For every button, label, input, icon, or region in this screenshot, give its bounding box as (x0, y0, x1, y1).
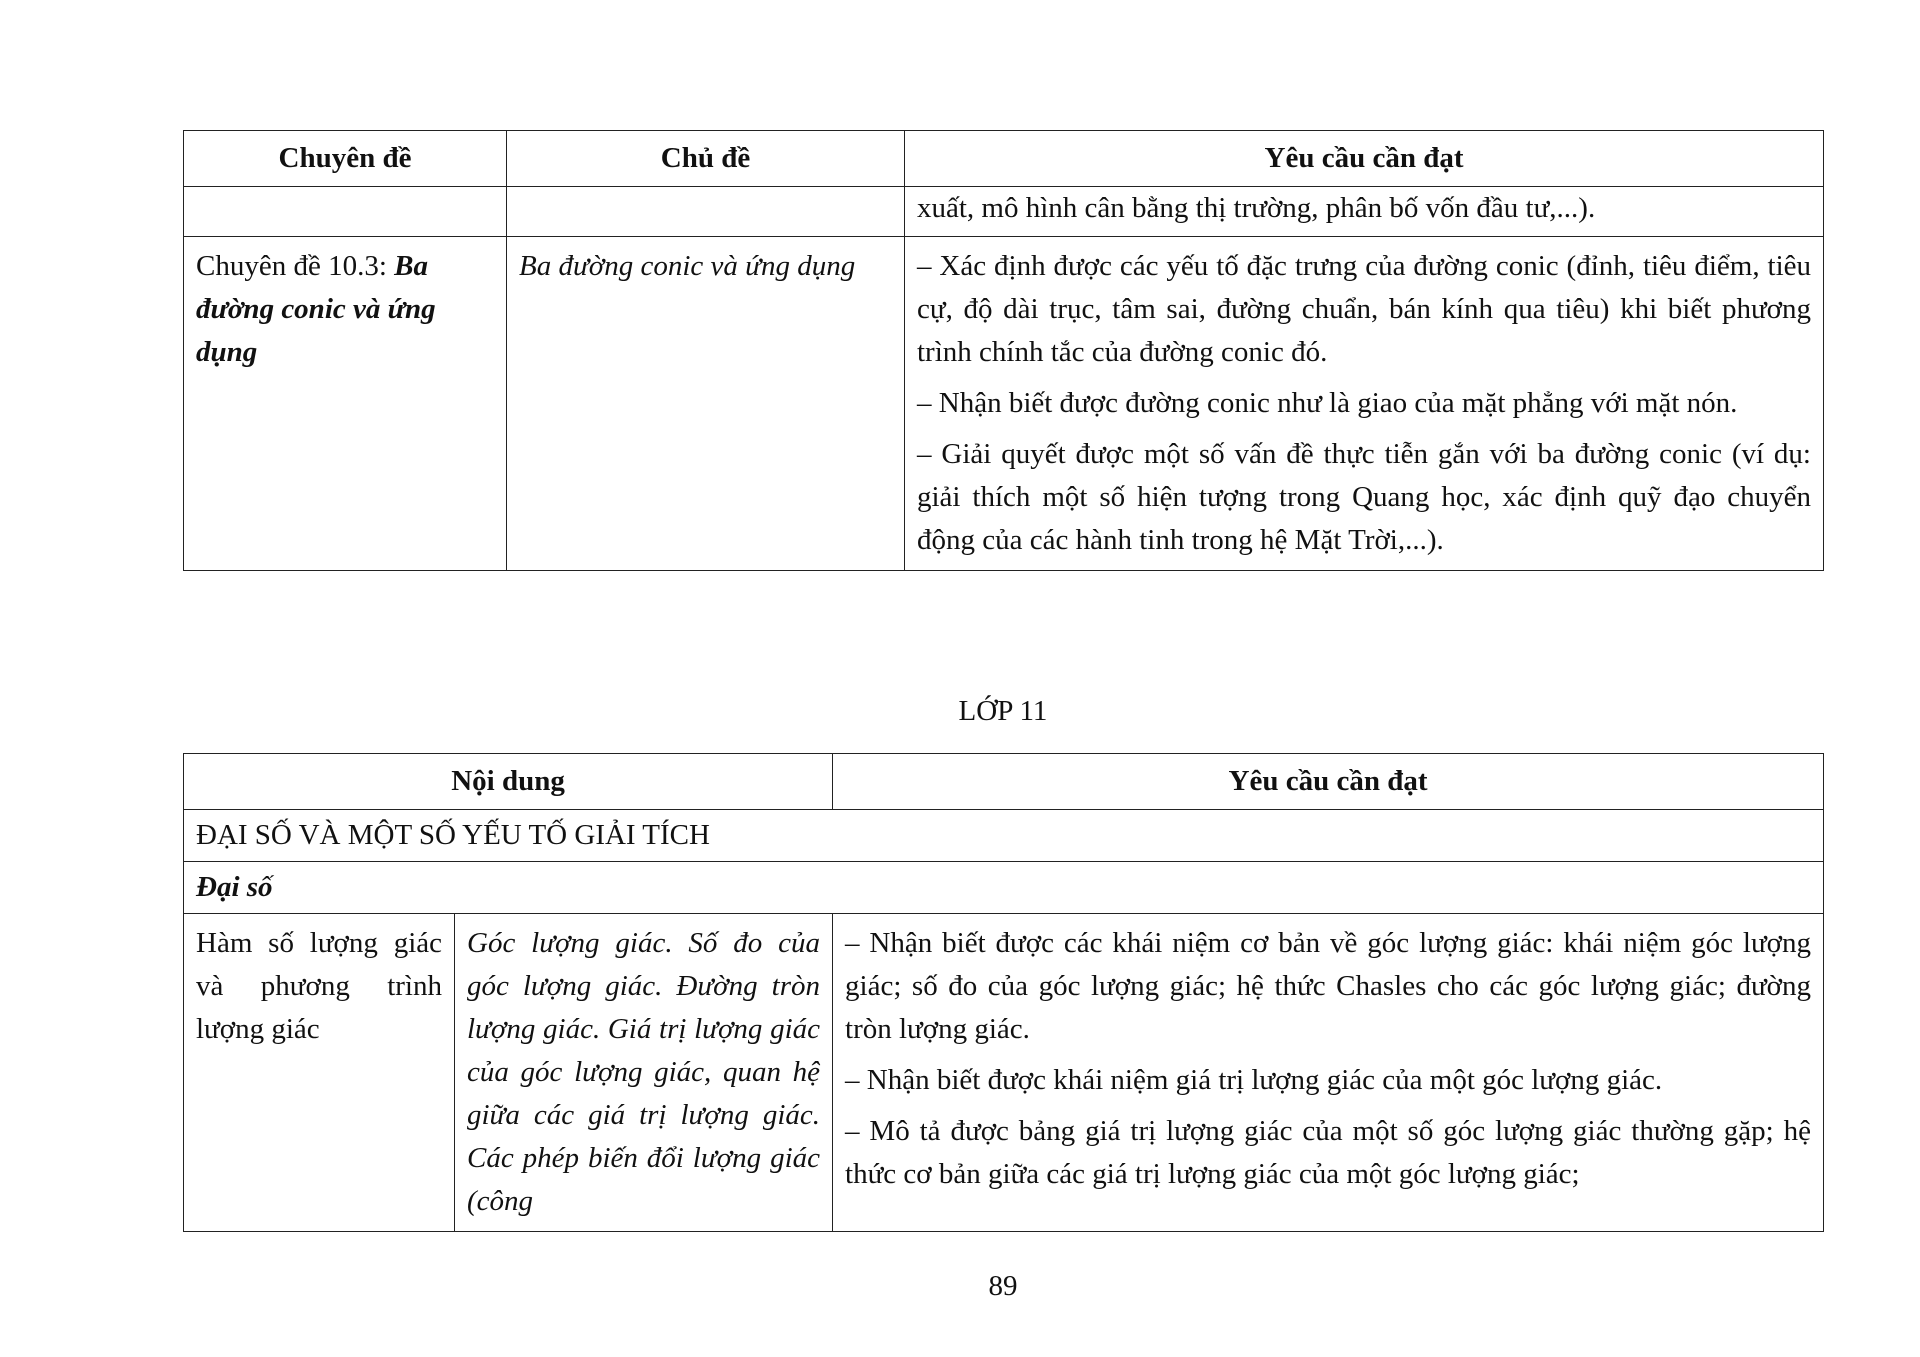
requirements-cell (905, 237, 1824, 571)
requirement-item: – Mô tả được bảng giá trị lượng giác của một số góc lượng giác thường gặp; hệ thức cơ bản giữa các giá trị lượng giác của một góc lượng giác; (845, 1115, 1812, 1190)
header-chuyen-de: Chuyên đề (184, 131, 507, 187)
table-header-row (184, 754, 1824, 810)
empty-cell (184, 187, 507, 237)
continuation-text: xuất, mô hình cân bằng thị trường, phân bố vốn đầu tư,...). (905, 187, 1824, 237)
section-title: ĐẠI SỐ VÀ MỘT SỐ YẾU TỐ GIẢI TÍCH (184, 810, 1824, 862)
subject-cell: Ba đường conic và ứng dụng (507, 237, 905, 571)
requirement-item: – Nhận biết được các khái niệm cơ bản về góc lượng giác: khái niệm góc lượng giác; số đo của góc lượng giác; hệ thức Chasles cho các góc lượng giác; đường tròn lượng giác. (845, 927, 1812, 1045)
table-header-row (184, 131, 1824, 187)
table-row (184, 237, 1824, 571)
requirement-item: – Xác định được các yếu tố đặc trưng của đường conic (đỉnh, tiêu điểm, tiêu cự, độ dài trục, tâm sai, đường chuẩn, bán kính qua tiêu) khi biết phương trình chính tắc của đường conic đó. (917, 250, 1811, 368)
requirements-cell (833, 914, 1824, 1232)
header-chu-de: Chủ đề (507, 131, 905, 187)
table-row (184, 914, 1824, 1232)
subsection-row (184, 862, 1824, 914)
topics-table-grade-10 (183, 130, 1824, 571)
topic-title: Ba đường conic và ứng dụng (196, 250, 436, 368)
requirement-item: – Nhận biết được khái niệm giá trị lượng giác của một góc lượng giác. (845, 1064, 1663, 1096)
subsection-title: Đại số (184, 862, 1824, 914)
grade-heading: LỚP 11 (958, 695, 1048, 727)
topics-table-grade-11 (183, 753, 1824, 1232)
continuation-row (184, 187, 1824, 237)
page-number: 89 (988, 1270, 1018, 1302)
requirement-item: – Giải quyết được một số vấn đề thực tiễn gắn với ba đường conic (ví dụ: giải thích một số hiện tượng trong Quang học, xác định quỹ đạo chuyển động của các hành tinh trong hệ Mặt Trời,...). (917, 438, 1811, 556)
topic-prefix: Chuyên đề 10.3: (196, 250, 395, 282)
header-yeu-cau: Yêu cầu cần đạt (833, 754, 1824, 810)
header-noi-dung: Nội dung (184, 754, 833, 810)
topic-cell: Hàm số lượng giác và phương trình lượng giác (184, 914, 455, 1232)
empty-cell (507, 187, 905, 237)
topic-cell (184, 237, 507, 571)
header-yeu-cau: Yêu cầu cần đạt (905, 131, 1824, 187)
content-cell: Góc lượng giác. Số đo của góc lượng giác. Đường tròn lượng giác. Giá trị lượng giác của góc lượng giác, quan hệ giữa các giá trị lượng giác. Các phép biến đổi lượng giác (công (455, 914, 833, 1232)
section-row (184, 810, 1824, 862)
requirement-item: – Nhận biết được đường conic như là giao của mặt phẳng với mặt nón. (917, 387, 1738, 419)
